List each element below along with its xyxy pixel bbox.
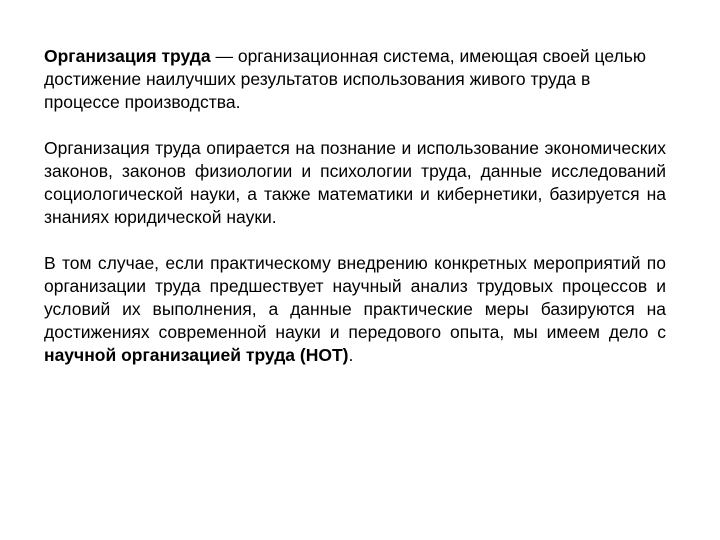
definition-text: — организационная система, имеющая своей целью достижение наилучших результатов использования живого труда в процессе производства.	[44, 46, 646, 112]
term-labor-organization: Организация труда	[44, 46, 211, 66]
paragraph-definition	[44, 45, 666, 114]
slide-content	[44, 45, 666, 367]
foundations-text: Организация труда опирается на познание и использование экономических законов, законов физиологии и психологии труда, данные исследований социологической науки, а также математики и кибернетики, базируется на знаниях юридической науки.	[44, 138, 666, 227]
paragraph-scientific-organization	[44, 252, 666, 367]
paragraph-end-punctuation: .	[348, 345, 354, 365]
scientific-organization-text: В том случае, если практическому внедрению конкретных мероприятий по организации труда предшествует научный анализ трудовых процессов и условий их выполнения, а данные практические меры базируются на достижениях современной науки и передового опыта, мы имеем дело с	[44, 253, 666, 342]
term-scientific-labor-organization: научной организацией труда (НОТ)	[44, 345, 349, 365]
paragraph-foundations	[44, 137, 666, 229]
